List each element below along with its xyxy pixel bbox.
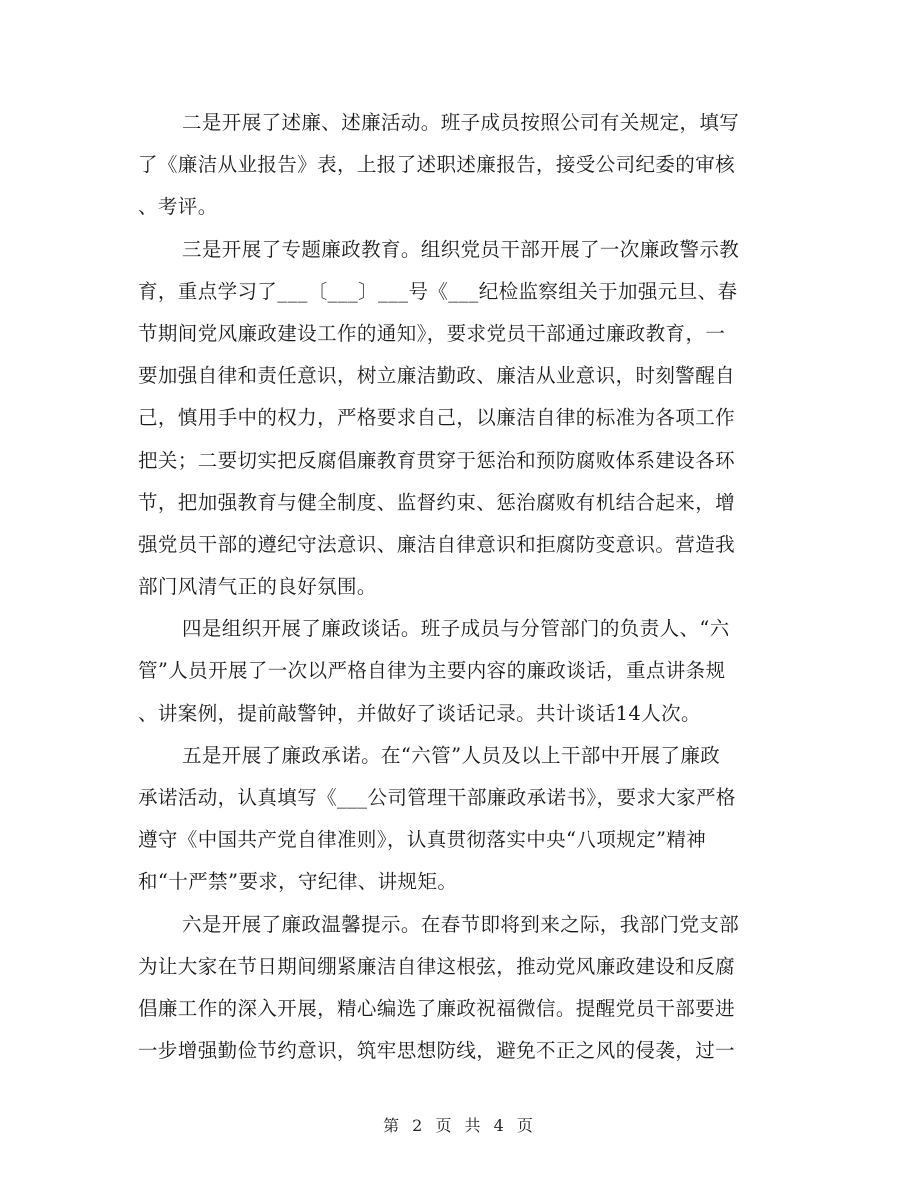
text-line: 遵守《中国共产党自律准则》，认真贯彻落实中央“八项规定”精神 [138, 828, 707, 852]
document-body [138, 102, 778, 1072]
text-line: 育，重点学习了___〔___〕___号《___纪检监察组关于加强元旦、春 [138, 279, 738, 303]
text-line: 承诺活动，认真填写《___公司管理干部廉政承诺书》，要求大家严格 [138, 786, 736, 809]
text-line: 了《廉洁从业报告》表，上报了述职述廉报告，接受公司纪委的审核 [138, 153, 736, 177]
text-line: 管”人员开展了一次以严格自律为主要内容的廉政谈话，重点讲条规 [138, 659, 726, 683]
text-line: 倡廉工作的深入开展，精心编选了廉政祝福微信。提醒党员干部要进 [138, 996, 736, 1020]
text-line: 把关；二要切实把反腐倡廉教育贯穿于惩治和预防腐败体系建设各环 [138, 448, 736, 472]
text-line: 、讲案例，提前敲警钟，并做好了谈话记录。共计谈话14人次。 [138, 701, 701, 725]
text-line: 和“十严禁”要求，守纪律、讲规矩。 [138, 870, 458, 894]
text-line: 六是开展了廉政温馨提示。在春节即将到来之际，我部门党支部 [182, 912, 740, 936]
page-number-footer: 第 2 页 共 4 页 [383, 1116, 537, 1135]
text-line: 要加强自律和责任意识，树立廉洁勤政、廉洁从业意识，时刻警醒自 [138, 364, 736, 388]
text-line: 四是组织开展了廉政谈话。班子成员与分管部门的负责人、“六 [182, 617, 730, 641]
text-line: 三是开展了专题廉政教育。组织党员干部开展了一次廉政警示教 [182, 237, 740, 261]
text-line: 为让大家在节日期间绷紧廉洁自律这根弦，推动党风廉政建设和反腐 [138, 954, 736, 978]
text-line: 部门风清气正的良好氛围。 [138, 575, 377, 599]
text-line: 二是开展了述廉、述廉活动。班子成员按照公司有关规定，填写 [182, 111, 740, 134]
text-line: 、考评。 [138, 195, 218, 219]
text-line: 节，把加强教育与健全制度、监督约束、惩治腐败有机结合起来，增 [138, 490, 736, 514]
text-line: 己，慎用手中的权力，严格要求自己，以廉洁自律的标准为各项工作 [138, 406, 736, 430]
text-line: 强党员干部的遵纪守法意识、廉洁自律意识和拒腐防变意识。营造我 [138, 532, 736, 556]
text-line: 五是开展了廉政承诺。在“六管”人员及以上干部中开展了廉政 [182, 743, 721, 767]
text-line: 一步增强勤俭节约意识，筑牢思想防线，避免不正之风的侵袭，过一 [138, 1039, 736, 1063]
text-line: 节期间党风廉政建设工作的通知》，要求党员干部通过廉政教育，一 [138, 321, 726, 345]
